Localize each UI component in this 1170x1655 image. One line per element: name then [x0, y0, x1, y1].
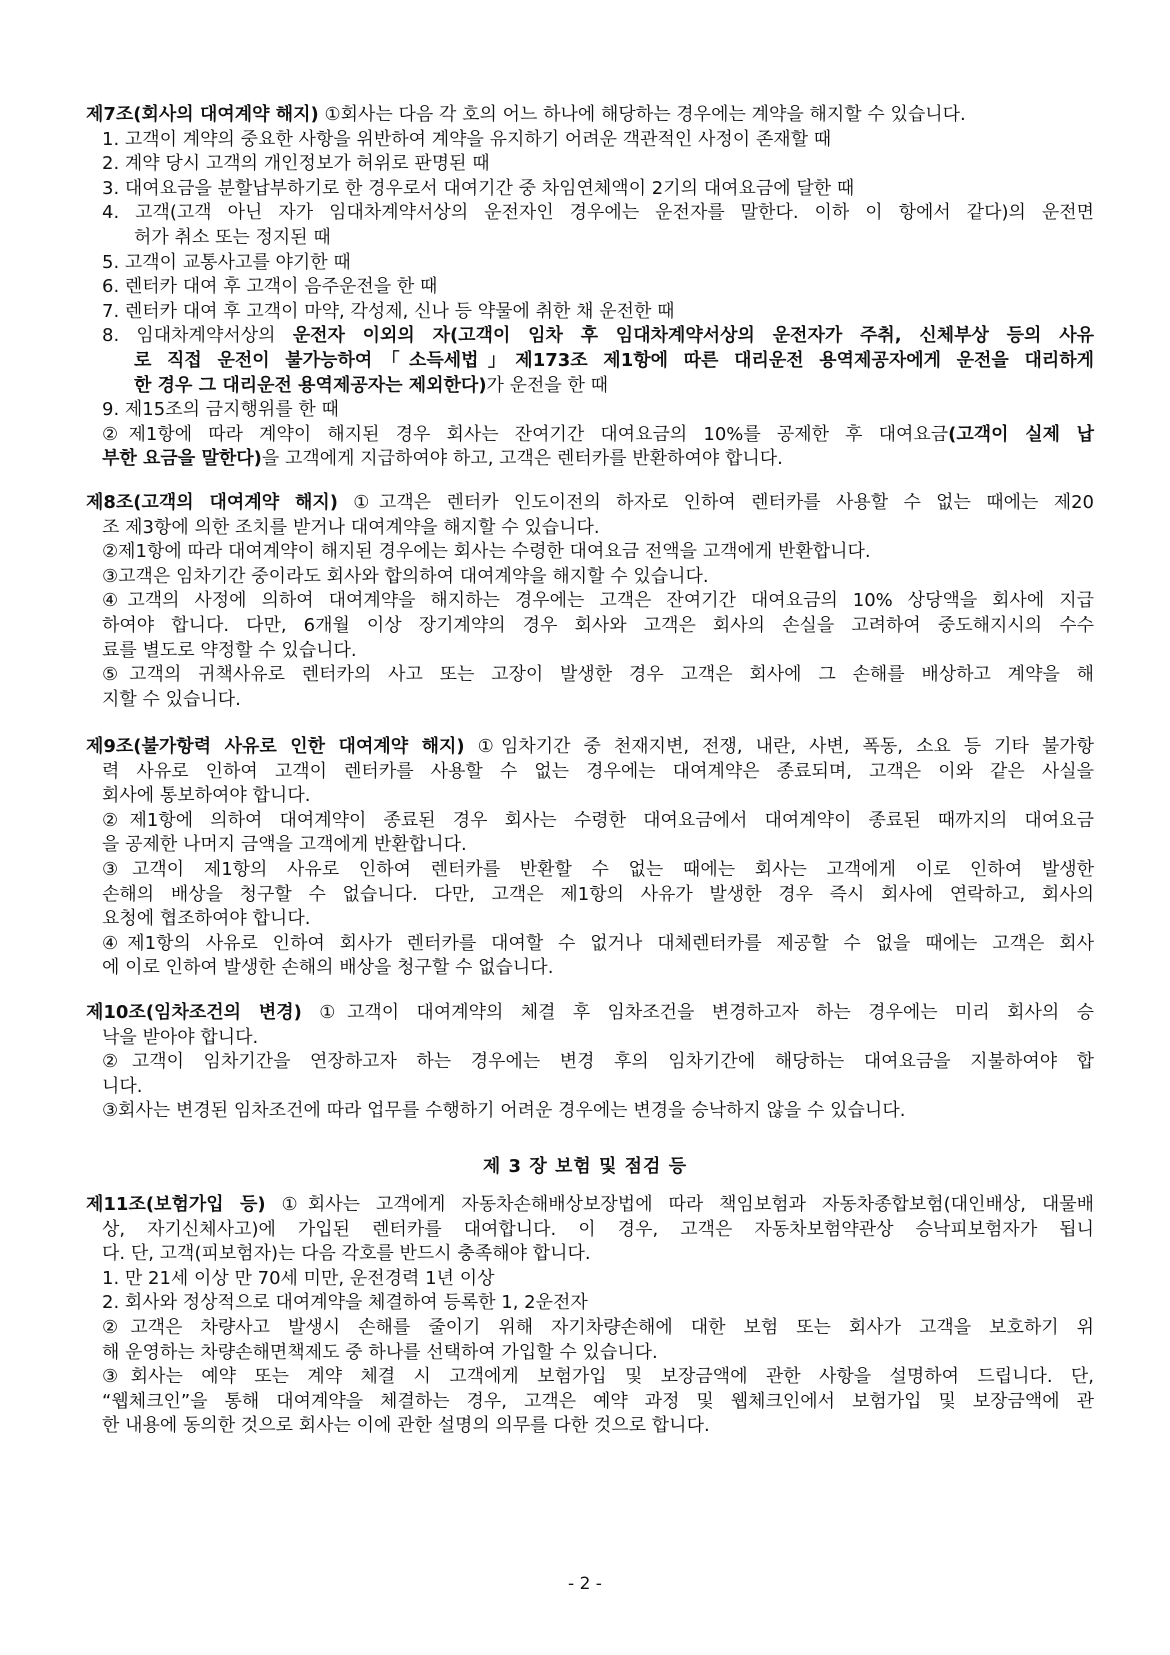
- article-line: [102, 783, 1094, 809]
- article-line: [102, 1217, 1094, 1243]
- article-line: [102, 906, 1094, 932]
- article-line: [102, 397, 1094, 423]
- line-text: ②제1항에 따라 대여계약이 해지된 경우에는 회사는 수령한 대여요금 전액을 고객에게 반환합니다.: [102, 541, 871, 563]
- line-text: 에 이로 인하여 발생한 손해의 배상을 청구할 수 없습니다.: [102, 957, 554, 979]
- article-line: [86, 734, 1094, 760]
- article-line: [134, 373, 1094, 399]
- line-text: ③고객이 제1항의 사유로 인하여 렌터카를 반환할 수 없는 때에는 회사는 고객에게 이로 인하여 발생한: [102, 859, 1094, 880]
- article-line: [86, 490, 1094, 516]
- line-text: ①고객이 대여계약의 체결 후 임차조건을 변경하고자 하는 경우에는 미리 회사의 승: [319, 1002, 1094, 1023]
- line-text: 다. 단, 고객(피보험자)는 다음 각호를 반드시 충족해야 합니다.: [102, 1243, 591, 1265]
- line-text: 9. 제15조의 금지행위를 한 때: [102, 399, 339, 421]
- article-line: [102, 446, 1094, 472]
- article-line: [102, 1098, 1094, 1124]
- line-text: ④고객의 사정에 의하여 대여계약을 해지하는 경우에는 고객은 잔여기간 대여요금의 10% 상당액을 회사에 지급: [102, 590, 1094, 612]
- article-line: [86, 1000, 1094, 1026]
- article-line: [102, 1364, 1094, 1390]
- article-title: 제11조(보험가입 등): [86, 1194, 266, 1215]
- line-text: 7. 렌터카 대여 후 고객이 마약, 각성제, 신나 등 약물에 취한 채 운전한 때: [102, 300, 675, 322]
- line-text: ③회사는 변경된 임차조건에 따라 업무를 수행하기 어려운 경우에는 변경을 승낙하지 않을 수 있습니다.: [102, 1100, 906, 1122]
- line-text: 가 운전을 한 때: [486, 374, 609, 396]
- line-text: ②제1항에 의하여 대여계약이 종료된 경우 회사는 수령한 대여요금에서 대여계약이 종료된 때까지의 대여요금: [102, 809, 1094, 831]
- article-line: [102, 539, 1094, 565]
- article-line: [102, 564, 1094, 590]
- article-line: [102, 1049, 1094, 1075]
- article-line: [102, 299, 1094, 325]
- article-line: [102, 176, 1094, 202]
- article-line: [102, 1340, 1094, 1366]
- article-line: [102, 1290, 1094, 1316]
- emphasized-text: (고객이 실제 납: [948, 423, 1094, 445]
- line-text: 1. 고객이 계약의 중요한 사항을 위반하여 계약을 유지하기 어려운 객관적인 사정이 존재할 때: [102, 128, 832, 150]
- line-text: 지할 수 있습니다.: [102, 688, 241, 710]
- line-text: ③고객은 임차기간 중이라도 회사와 합의하여 대여계약을 해지할 수 있습니다.: [102, 565, 709, 587]
- line-text: ①회사는 다음 각 호의 어느 하나에 해당하는 경우에는 계약을 해지할 수 있습니다.: [324, 104, 966, 125]
- line-text: ⑤고객의 귀책사유로 렌터카의 사고 또는 고장이 발생한 경우 고객은 회사에 그 손해를 배상하고 계약을 해: [102, 664, 1094, 686]
- article-line: [102, 127, 1094, 153]
- article-line: [86, 102, 1094, 128]
- line-text: 낙을 받아야 합니다.: [102, 1026, 259, 1048]
- line-text: ②고객이 임차기간을 연장하고자 하는 경우에는 변경 후의 임차기간에 해당하는 대여요금을 지불하여야 합: [102, 1051, 1094, 1073]
- line-text: 해 운영하는 차량손해면책제도 중 하나를 선택하여 가입할 수 있습니다.: [102, 1341, 658, 1363]
- chapter-heading: 제 3 장 보험 및 점검 등: [482, 1156, 688, 1177]
- line-text: “웹체크인”을 통해 대여계약을 체결하는 경우, 고객은 예약 과정 및 웹체크인에서 보험가입 및 보장금액에 관: [102, 1390, 1094, 1412]
- line-text: ④제1항의 사유로 인하여 회사가 렌터카를 대여할 수 없거나 대체렌터카를 제공할 수 없을 때에는 고객은 회사: [102, 932, 1094, 954]
- article-line: [102, 1241, 1094, 1267]
- article-title: 제9조(불가항력 사유로 인한 대여계약 해지): [86, 736, 465, 757]
- article-line: [102, 955, 1094, 981]
- line-text: 회사에 통보하여야 합니다.: [102, 785, 311, 807]
- article-line: [102, 422, 1094, 448]
- article-line: [102, 662, 1094, 688]
- article-line: [102, 1025, 1094, 1051]
- line-text: ③회사는 예약 또는 계약 체결 시 고객에게 보험가입 및 보장금액에 관한 사항을 설명하여 드립니다. 단,: [102, 1366, 1094, 1388]
- line-text: ②제1항에 따라 계약이 해지된 경우 회사는 잔여기간 대여요금의 10%를 공제한 후 대여요금: [102, 423, 949, 445]
- line-text: 2. 회사와 정상적으로 대여계약을 체결하여 등록한 1, 2운전자: [102, 1292, 588, 1314]
- article-line: [102, 1389, 1094, 1415]
- article-line: [102, 200, 1094, 226]
- article-line: [102, 759, 1094, 785]
- article-title: 제7조(회사의 대여계약 해지): [86, 104, 319, 125]
- article-line: [102, 274, 1094, 300]
- line-text: ②고객은 차량사고 발생시 손해를 줄이기 위해 자기차량손해에 대한 보험 또는 회사가 고객을 보호하기 위: [102, 1317, 1094, 1338]
- article-line: [102, 613, 1094, 639]
- line-text: 을 고객에게 지급하여야 하고, 고객은 렌터카를 반환하여야 합니다.: [261, 448, 783, 470]
- emphasized-text: 운전자 이외의 자(고객이 임차 후 임대차계약서상의 운전자가 주취, 신체부상 등의 사유: [292, 325, 1094, 347]
- article-line: [134, 348, 1094, 374]
- article-line: [102, 882, 1094, 908]
- article-line: [102, 1315, 1094, 1341]
- line-text: 조 제3항에 의한 조치를 받거나 대여계약을 해지할 수 있습니다.: [102, 516, 600, 538]
- article-line: [102, 250, 1094, 276]
- line-text: 손해의 배상을 청구할 수 없습니다. 다만, 고객은 제1항의 사유가 발생한 경우 즉시 회사에 연락하고, 회사의: [102, 883, 1094, 905]
- line-text: ①임차기간 중 천재지변, 전쟁, 내란, 사변, 폭동, 소요 등 기타 불가항: [477, 736, 1094, 757]
- emphasized-text: 한 경우 그 대리운전 용역제공자는 제외한다): [134, 374, 487, 396]
- article-line: [102, 515, 1094, 541]
- article-line: [102, 323, 1094, 349]
- article-line: [102, 931, 1094, 957]
- article-line: [102, 808, 1094, 834]
- article-line: [102, 687, 1094, 713]
- emphasized-text: 로 직접 운전이 불가능하여「소득세법」제173조 제1항에 따른 대리운전 용역제공자에게 운전을 대리하게: [134, 350, 1094, 371]
- line-text: 을 공제한 나머지 금액을 고객에게 반환합니다.: [102, 834, 467, 856]
- line-text: 3. 대여요금을 분할납부하기로 한 경우로서 대여기간 중 차임연체액이 2기의 대여요금에 달한 때: [102, 177, 855, 199]
- article-title: 제10조(임차조건의 변경): [86, 1002, 302, 1023]
- emphasized-text: 부한 요금을 말한다): [102, 448, 262, 470]
- line-text: 한 내용에 동의한 것으로 회사는 이에 관한 설명의 의무를 다한 것으로 합니다.: [102, 1415, 710, 1437]
- line-text: 2. 계약 당시 고객의 개인정보가 허위로 판명된 때: [102, 153, 490, 175]
- line-text: ①고객은 렌터카 인도이전의 하자로 인하여 렌터카를 사용할 수 없는 때에는 제20: [353, 492, 1094, 513]
- article-line: [102, 1413, 1094, 1439]
- line-text: 6. 렌터카 대여 후 고객이 음주운전을 한 때: [102, 276, 438, 298]
- line-text: 하여야 합니다. 다만, 6개월 이상 장기계약의 경우 회사와 고객은 회사의 손실을 고려하여 중도해지시의 수수: [102, 615, 1094, 636]
- article-line: [102, 1074, 1094, 1100]
- article-line: [102, 857, 1094, 883]
- line-text: 5. 고객이 교통사고를 야기한 때: [102, 251, 351, 273]
- line-text: 허가 취소 또는 정지된 때: [134, 227, 331, 248]
- line-text: 요청에 협조하여야 합니다.: [102, 908, 311, 930]
- article-line: [102, 588, 1094, 614]
- article-title: 제8조(고객의 대여계약 해지): [86, 492, 338, 513]
- article-line: [134, 225, 1094, 251]
- page-number: - 2 -: [568, 1574, 602, 1594]
- line-text: 니다.: [102, 1075, 143, 1097]
- article-line: [102, 151, 1094, 177]
- article-line: [102, 832, 1094, 858]
- article-line: [102, 638, 1094, 664]
- line-text: ①회사는 고객에게 자동차손해배상보장법에 따라 책임보험과 자동차종합보험(대인배상, 대물배: [281, 1194, 1095, 1215]
- line-text: 8. 임대차계약서상의: [102, 325, 293, 347]
- line-text: 료를 별도로 약정할 수 있습니다.: [102, 639, 357, 661]
- line-text: 4. 고객(고객 아닌 자가 임대차계약서상의 운전자인 경우에는 운전자를 말한다. 이하 이 항에서 같다)의 운전면: [102, 202, 1094, 224]
- line-text: 1. 만 21세 이상 만 70세 미만, 운전경력 1년 이상: [102, 1267, 495, 1289]
- article-line: [86, 1192, 1094, 1218]
- line-text: 상, 자기신체사고)에 가입된 렌터카를 대여합니다. 이 경우, 고객은 자동차보험약관상 승낙피보험자가 됩니: [102, 1218, 1094, 1240]
- article-line: [102, 1266, 1094, 1292]
- line-text: 력 사유로 인하여 고객이 렌터카를 사용할 수 없는 경우에는 대여계약은 종료되며, 고객은 이와 같은 사실을: [102, 760, 1094, 782]
